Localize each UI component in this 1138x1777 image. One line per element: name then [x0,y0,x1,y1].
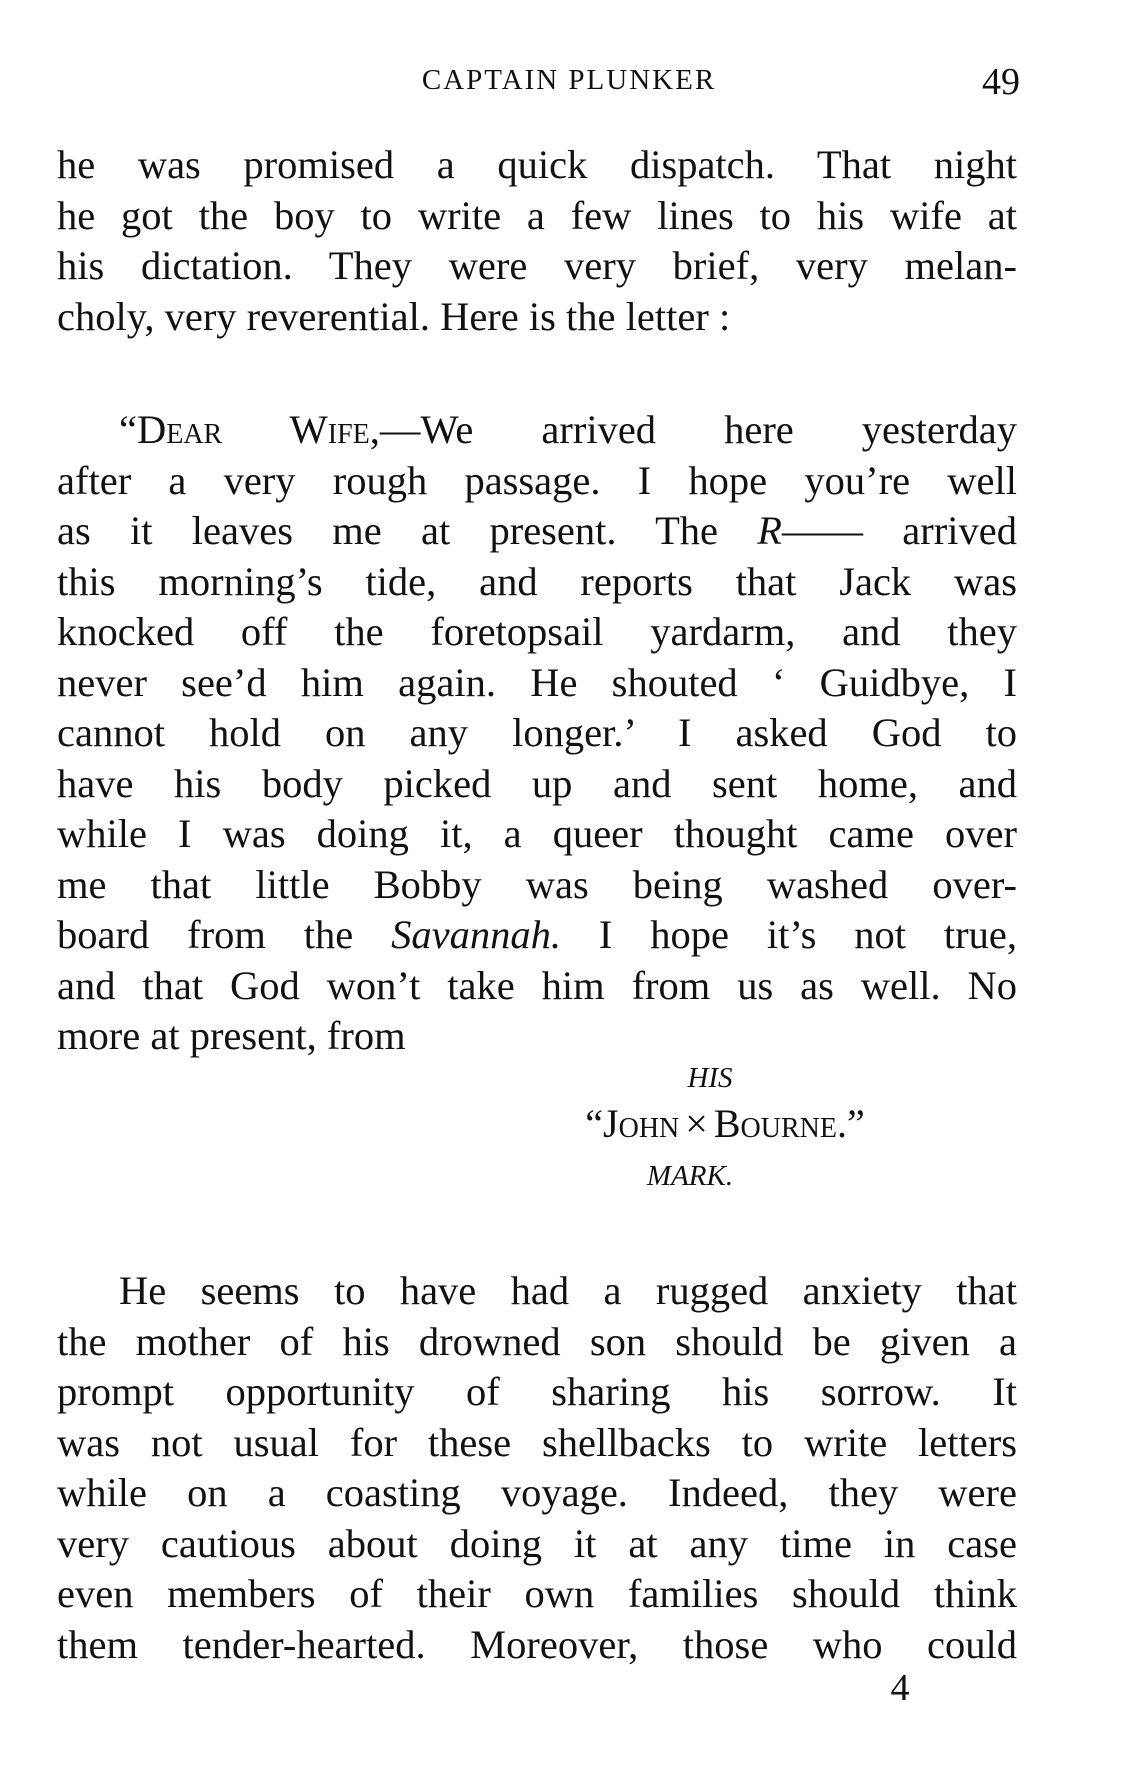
ship-initial: R [757,508,783,553]
text-line: while on a coasting voyage. Indeed, they were [57,1470,1017,1515]
text-line: his dictation. They were very brief, very melan- [57,243,1017,288]
board-line-start: board from the [57,912,392,957]
signature-number: 4 [890,1667,910,1709]
page-number: 49 [982,61,1020,103]
text-line: this morning’s tide, and reports that Jack was [57,558,1017,604]
signature-open-quote: “ [585,1101,604,1146]
signature-close-quote: ” [846,1101,865,1146]
letter-first-line [57,405,1017,456]
paragraph-2 [57,1266,1017,1670]
text-line: he was promised a quick dispatch. That night [57,142,1017,187]
signature-cross: × [685,1101,708,1146]
first-line-rest: —We arrived here yesterday [379,407,1017,452]
text-line: prompt opportunity of sharing his sorrow. It [57,1369,1017,1414]
letter-block [57,405,1017,1062]
ship-line-start: as it leaves me at present. The [57,508,758,553]
text-line-savannah [57,910,1017,961]
ship-dash: —— arrived [782,508,1017,553]
text-line: was not usual for these shellbacks to write letters [57,1419,1017,1465]
text-line: me that little Bobby was being washed over- [57,861,1017,907]
text-line: he got the boy to write a few lines to his wife at [57,192,1017,238]
opening-quote: “ [119,407,137,452]
text-line: and that God won’t take him from us as well. No [57,962,1017,1008]
text-line: after a very rough passage. I hope you’re well [57,457,1017,503]
text-line: He seems to have had a rugged anxiety that [119,1268,1017,1313]
signature-his: HIS [687,1062,733,1094]
signature-name [510,1100,940,1147]
text-line: very cautious about doing it at any time in case [57,1520,1017,1566]
text-line: even members of their own families should think [57,1571,1017,1616]
running-title: CAPTAIN PLUNKER [421,64,717,96]
ship-name: Savannah. [391,912,561,957]
text-line: choly, very reverential. Here is the letter : [57,293,731,339]
text-line: while I was doing it, a queer thought came over [57,811,1017,856]
text-line: more at present, from [57,1013,406,1058]
text-line: knocked off the foretopsail yardarm, and they [57,609,1017,654]
text-line: them tender-hearted. Moreover, those who could [57,1621,1017,1667]
text-line-ship [57,506,1017,557]
text-line: never see’d him again. He shouted ‘ Guidbye, I [57,659,1017,705]
signature-first-name: John [603,1101,680,1146]
signature-last-name: Bourne. [713,1101,847,1146]
salutation: Dear Wife, [136,407,380,452]
text-line: have his body picked up and sent home, and [57,760,1017,806]
running-head [0,60,1138,110]
board-line-end: I hope it’s not true, [560,912,1018,957]
text-line: cannot hold on any longer.’ I asked God to [57,710,1017,755]
paragraph-1 [57,140,1017,342]
signature-mark: MARK. [646,1160,734,1192]
text-line: the mother of his drowned son should be given a [57,1318,1017,1364]
